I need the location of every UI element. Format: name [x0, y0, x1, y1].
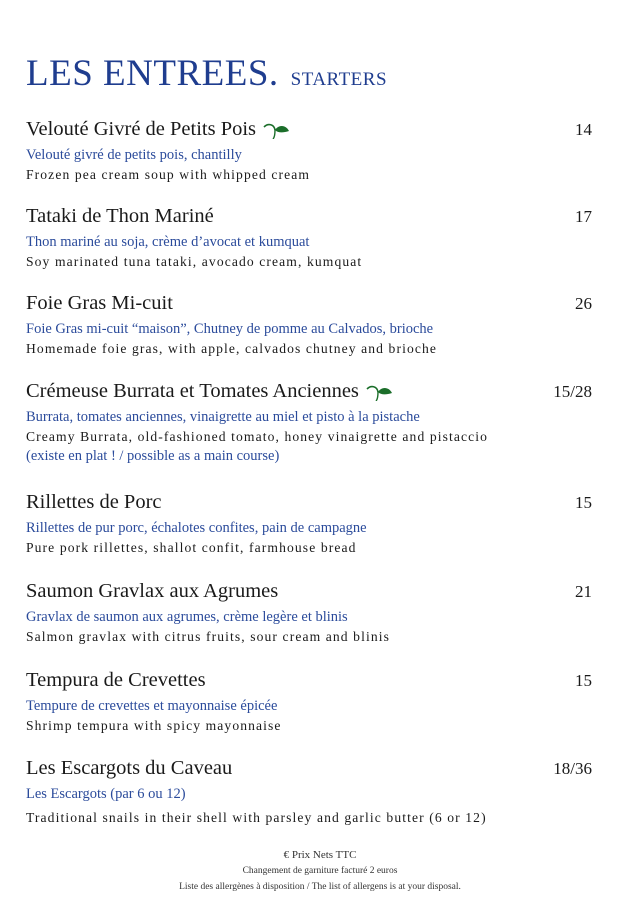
dish-description-fr: Burrata, tomates anciennes, vinaigrette au miel et pisto à la pistache: [26, 409, 420, 425]
dish-note: (existe en plat ! / possible as a main course): [26, 448, 280, 464]
dish-description-fr: Foie Gras mi-cuit “maison”, Chutney de pomme au Calvados, brioche: [26, 321, 434, 337]
dish-name: Tataki de Thon Mariné: [26, 205, 214, 227]
dish-price: 15: [575, 493, 592, 512]
leaf-icon: [365, 383, 393, 401]
dish-name: Rillettes de Porc: [26, 491, 162, 513]
dish-price: 15/28: [553, 382, 592, 401]
menu-item-tataki: [26, 205, 592, 270]
footer-allergens: Liste des allergènes à disposition / The list of allergens is at your disposal.: [179, 882, 461, 892]
dish-description-fr: Velouté givré de petits pois, chantilly: [26, 147, 242, 163]
page-title: LES ENTREES.: [26, 53, 279, 94]
menu-item-veloute: [26, 118, 592, 183]
dish-price: 15: [575, 671, 592, 690]
menu-item-escargots: [26, 757, 592, 826]
page-subtitle: STARTERS: [290, 69, 388, 90]
dish-description-en: Shrimp tempura with spicy mayonnaise: [26, 718, 282, 733]
dish-description-en: Pure pork rillettes, shallot confit, farmhouse bread: [26, 540, 357, 555]
dish-price: 26: [575, 294, 592, 313]
menu-item-rillettes: [26, 491, 592, 556]
dish-price: 21: [575, 582, 592, 601]
dish-name: Foie Gras Mi-cuit: [26, 292, 173, 314]
dish-description-en: Homemade foie gras, with apple, calvados chutney and brioche: [26, 341, 438, 356]
menu-item-gravlax: [26, 580, 592, 645]
dish-price: 18/36: [553, 759, 592, 778]
menu-header: [26, 52, 387, 95]
dish-name: Crémeuse Burrata et Tomates Anciennes: [26, 380, 393, 403]
footer-prices: € Prix Nets TTC: [283, 849, 357, 861]
dish-name: Tempura de Crevettes: [26, 669, 206, 691]
menu-item-tempura: [26, 669, 592, 734]
footer-garnish: Changement de garniture facturé 2 euros: [242, 866, 398, 876]
dish-description-en: Creamy Burrata, old-fashioned tomato, honey vinaigrette and pistaccio: [26, 429, 489, 444]
menu-item-burrata: [26, 380, 592, 465]
dish-description-en: Soy marinated tuna tataki, avocado cream, kumquat: [26, 254, 363, 269]
dish-name: Saumon Gravlax aux Agrumes: [26, 580, 279, 602]
dish-description-en: Frozen pea cream soup with whipped cream: [26, 167, 311, 182]
dish-description-en: Salmon gravlax with citrus fruits, sour cream and blinis: [26, 629, 391, 644]
dish-price: 14: [575, 120, 592, 139]
menu-item-foie-gras: [26, 292, 592, 357]
dish-price: 17: [575, 207, 592, 226]
dish-name: Velouté Givré de Petits Pois: [26, 118, 290, 141]
dish-description-fr: Rillettes de pur porc, échalotes confites, pain de campagne: [26, 520, 367, 536]
dish-description-en: Traditional snails in their shell with parsley and garlic butter (6 or 12): [26, 810, 487, 825]
dish-description-fr: Les Escargots (par 6 ou 12): [26, 786, 186, 802]
leaf-icon: [262, 121, 290, 139]
dish-description-fr: Tempure de crevettes et mayonnaise épicée: [26, 698, 278, 714]
dish-description-fr: Gravlax de saumon aux agrumes, crème legère et blinis: [26, 609, 348, 625]
dish-name: Les Escargots du Caveau: [26, 757, 233, 779]
dish-description-fr: Thon mariné au soja, crème d’avocat et kumquat: [26, 234, 310, 250]
